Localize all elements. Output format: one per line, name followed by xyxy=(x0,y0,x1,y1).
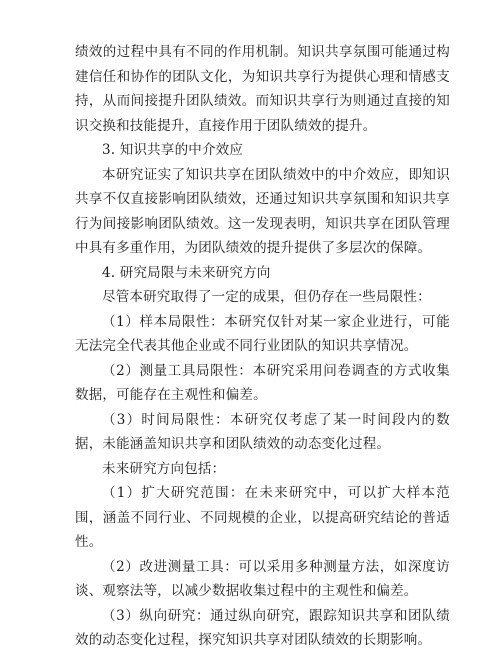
section-heading-limitations: 4. 研究局限与未来研究方向 xyxy=(102,264,271,281)
paragraph-limitations-intro: 尽管本研究取得了一定的成果，但仍存在一些局限性： xyxy=(102,289,431,305)
section-heading-mediation: 3. 知识共享的中介效应 xyxy=(102,142,244,158)
list-item-time-limitation: （3）时间局限性：本研究仅考虑了某一时间段内的数据，未能涵盖知识共享和团队绩效的动态变化过程。 xyxy=(75,411,450,452)
list-item-improve-tools: （2）改进测量工具：可以采用多种测量方法，如深度访谈、观察法等，以减少数据收集过程中的主观性和偏差。 xyxy=(75,558,450,599)
list-item-measurement-limitation: （2）测量工具局限性：本研究采用问卷调查的方式收集数据，可能存在主观性和偏差。 xyxy=(75,362,450,403)
paragraph-future-directions-intro: 未来研究方向包括： xyxy=(102,460,226,477)
paragraph-mediation: 本研究证实了知识共享在团队绩效中的中介效应，即知识共享不仅直接影响团队绩效，还通过知识共享氛围和知识共享行为间接影响团队绩效。这一发现表明，知识共享在团队管理中具有多重作用，为团队绩效的提升提供了多层次的保障。 xyxy=(75,166,450,256)
list-item-sample-limitation: （1）样本局限性：本研究仅针对某一家企业进行，可能无法完全代表其他企业或不同行业团队的知识共享情况。 xyxy=(75,313,450,354)
list-item-longitudinal-study: （3）纵向研究：通过纵向研究，跟踪知识共享和团队绩效的动态变化过程，探究知识共享对团队绩效的长期影响。 xyxy=(75,607,450,648)
paragraph-intro-continuation: 绩效的过程中具有不同的作用机制。知识共享氛围可能通过构建信任和协作的团队文化，为知识共享行为提供心理和情感支持，从而间接提升团队绩效。而知识共享行为则通过直接的知识交换和技能提升，直接作用于团队绩效的提升。 xyxy=(75,44,450,134)
list-item-expand-scope: （1）扩大研究范围：在未来研究中，可以扩大样本范围，涵盖不同行业、不同规模的企业，以提高研究结论的普适性。 xyxy=(75,485,450,550)
